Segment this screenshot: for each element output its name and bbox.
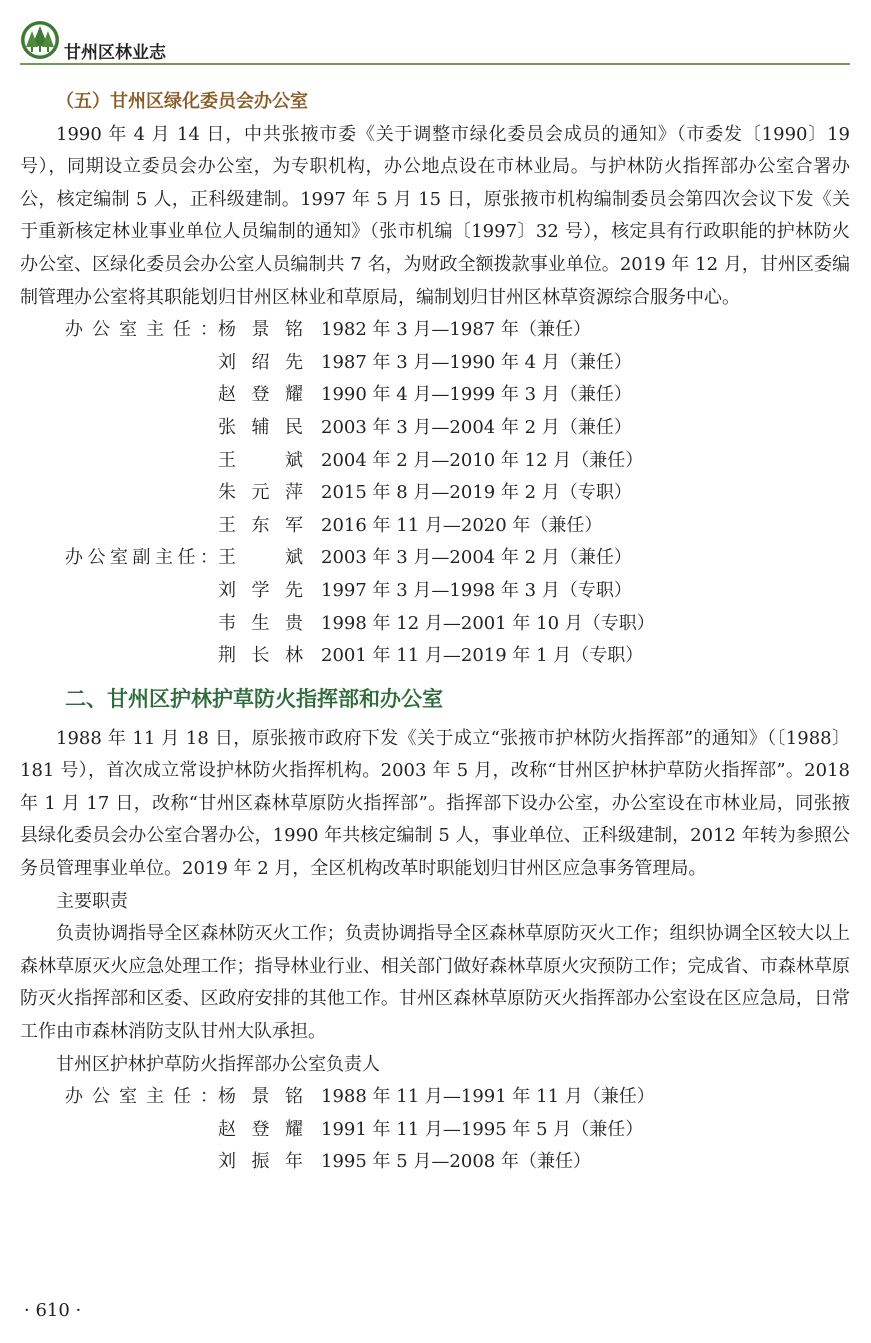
roster-row — [65, 477, 850, 510]
roster-row — [65, 575, 850, 608]
roster-row — [65, 608, 850, 641]
roster-row — [65, 314, 850, 347]
term: 2003 年 3 月—2004 年 2 月（兼任） — [321, 416, 632, 438]
term: 1998 年 12 月—2001 年 10 月（专职） — [321, 612, 655, 634]
roster-row — [65, 445, 850, 478]
fire-roster — [20, 1081, 850, 1179]
section-heading: 二、甘州区护林护草防火指挥部和办公室 — [65, 686, 443, 711]
office-roster — [20, 314, 850, 673]
roster-row — [65, 1114, 850, 1147]
page-body — [20, 86, 850, 1179]
role-label: 办公室主任： — [65, 319, 218, 341]
roster-row — [65, 1146, 850, 1179]
forest-logo-icon — [20, 20, 60, 60]
person-name: 王东军 — [218, 514, 303, 536]
person-name: 韦生贵 — [218, 612, 303, 634]
office-paragraph: 1990 年 4 月 14 日，中共张掖市委《关于调整市绿化委员会成员的通知》（市委发〔1990〕19 号），同期设立委员会办公室，为专职机构，办公地点设在市林业局。与护林防火指挥部办公室合署办公，核定编制 5 人，正科级建制。1997 年 5 月 15 日，原张掖市机构编制委员会第四次会议下发《关于重新核定林业事业单位人员编制的通知》（张市机编〔1997〕32 号），核定具有行政职能的护林防火办公室、区绿化委员会办公室人员编制共 7 名，为财政全额拨款事业单位。2019 年 12 月，甘州区委编制管理办公室将其职能划归甘州区林业和草原局，编制划归甘州区林草资源综合服务中心。 — [20, 123, 850, 308]
roster-row — [65, 510, 850, 543]
roster-row — [65, 379, 850, 412]
person-name: 杨景铭 — [218, 319, 303, 341]
term: 2003 年 3 月—2004 年 2 月（兼任） — [321, 547, 632, 569]
term: 2001 年 11 月—2019 年 1 月（专职） — [321, 645, 644, 667]
person-name: 刘绍先 — [218, 351, 303, 373]
person-name: 荆长林 — [218, 645, 303, 667]
person-name: 杨景铭 — [218, 1086, 303, 1108]
term: 1988 年 11 月—1991 年 11 月（兼任） — [321, 1086, 655, 1108]
term: 1991 年 11 月—1995 年 5 月（兼任） — [321, 1118, 644, 1140]
roster-row — [65, 1081, 850, 1114]
term: 2004 年 2 月—2010 年 12 月（兼任） — [321, 449, 644, 471]
person-name: 赵登耀 — [218, 384, 303, 406]
person-name: 王斌 — [218, 449, 303, 471]
duties-paragraph: 负责协调指导全区森林防灭火工作；负责协调指导全区森林草原防灭火工作；组织协调全区较大以上森林草原灭火应急处理工作；指导林业行业、相关部门做好森林草原火灾预防工作；完成省、市森林草原防灭火指挥部和区委、区政府安排的其他工作。甘州区森林草原防灭火指挥部办公室设在区应急局，日常工作由市森林消防支队甘州大队承担。 — [20, 923, 850, 1043]
term: 1990 年 4 月—1999 年 3 月（兼任） — [321, 384, 632, 406]
roster-row — [65, 542, 850, 575]
page-number: · 610 · — [24, 1300, 82, 1321]
subsection-heading: （五）甘州区绿化委员会办公室 — [56, 91, 308, 112]
roster-row — [65, 640, 850, 673]
term: 1982 年 3 月—1987 年（兼任） — [321, 319, 591, 341]
header-divider — [20, 63, 850, 65]
person-name: 王斌 — [218, 547, 303, 569]
person-name: 刘振年 — [218, 1151, 303, 1173]
term: 1997 年 3 月—1998 年 3 月（专职） — [321, 579, 632, 601]
book-title: 甘州区林业志 — [64, 43, 166, 63]
term: 1987 年 3 月—1990 年 4 月（兼任） — [321, 351, 632, 373]
person-name: 赵登耀 — [218, 1118, 303, 1140]
person-name: 刘学先 — [218, 579, 303, 601]
leaders-label: 甘州区护林护草防火指挥部办公室负责人 — [56, 1053, 380, 1075]
term: 2015 年 8 月—2019 年 2 月（专职） — [321, 482, 632, 504]
role-label: 办公室主任： — [65, 1086, 218, 1108]
role-label: 办公室副主任： — [65, 547, 218, 569]
term: 2016 年 11 月—2020 年（兼任） — [321, 514, 603, 536]
roster-row — [65, 412, 850, 445]
fire-paragraph: 1988 年 11 月 18 日，原张掖市政府下发《关于成立“张掖市护林防火指挥部”的通知》（〔1988〕181 号），首次成立常设护林防火指挥机构。2003 年 5 月，改称“甘州区护林护草防火指挥部”。2018 年 1 月 17 日，改称“甘州区森林草原防火指挥部”。指挥部下设办公室，办公室设在市林业局，同张掖县绿化委员会办公室合署办公，1990 年共核定编制 5 人，事业单位、正科级建制，2012 年转为参照公务员管理事业单位。2019 年 2 月，全区机构改革时职能划归甘州区应急事务管理局。 — [20, 727, 850, 880]
person-name: 朱元萍 — [218, 482, 303, 504]
duties-label: 主要职责 — [56, 890, 128, 912]
roster-row — [65, 347, 850, 380]
page-header — [20, 20, 850, 66]
term: 1995 年 5 月—2008 年（兼任） — [321, 1151, 591, 1173]
person-name: 张辅民 — [218, 416, 303, 438]
